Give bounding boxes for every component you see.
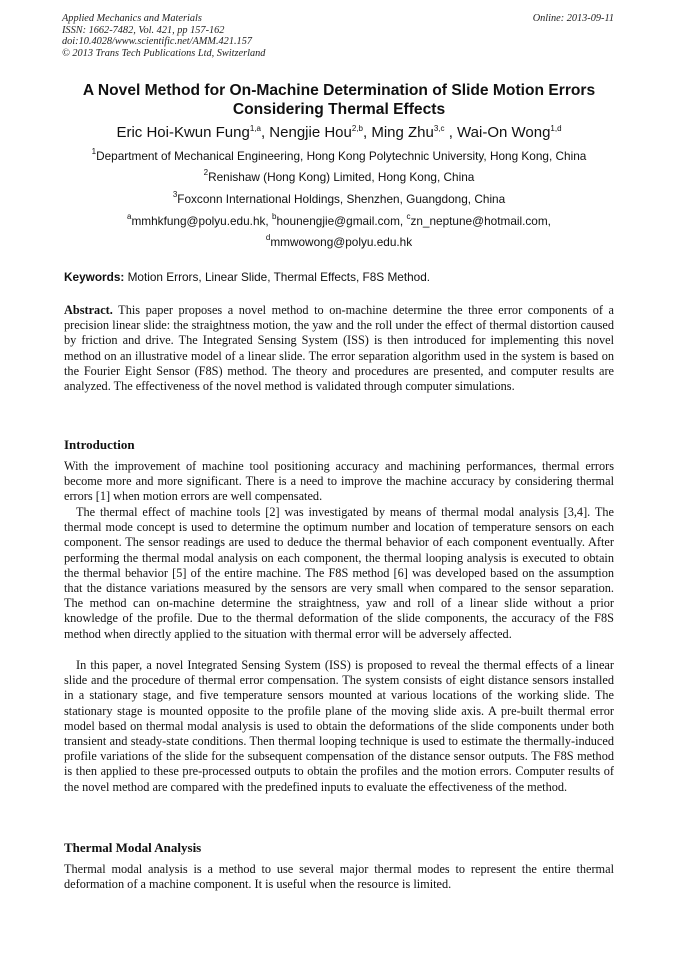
email-list	[30, 214, 648, 228]
journal-name: Applied Mechanics and Materials	[62, 13, 202, 24]
journal-header	[62, 13, 614, 59]
abstract-text: This paper proposes a novel method to on-machine determine the three error components of a precision linear slide: the straightness motion, the yaw and the roll under the effect of thermal distortion caused by friction and drive. The Integrated Sensing System (ISS) is then introduced for implementing this novel method on an illustrative model of a linear slide. The error separation algorithm used in the system is based on the Fourier Eight Sensor (F8S) method. The theory and procedures are presented, and computer results are analyzed. The effectiveness of the novel method is validated through computer simulations.	[64, 303, 614, 394]
paper-title: A Novel Method for On-Machine Determination of Slide Motion Errors Considering Thermal Effects	[82, 82, 596, 118]
email-mark: a	[127, 212, 132, 221]
author-affiliation-mark: 1,a	[249, 124, 261, 133]
author-affiliation-mark: 1,d	[550, 124, 562, 133]
author-name: Ming Zhu	[371, 124, 434, 141]
affiliation-text: Department of Mechanical Engineering, Hong Kong Polytechnic University, Hong Kong, China	[96, 149, 587, 163]
keywords-text: Motion Errors, Linear Slide, Thermal Effects, F8S Method.	[124, 270, 431, 284]
author-separator: ,	[362, 124, 372, 141]
email-address[interactable]: mmhkfung@polyu.edu.hk,	[131, 214, 272, 228]
affiliation-text: Foxconn International Holdings, Shenzhen, Guangdong, China	[177, 192, 506, 206]
keywords	[64, 270, 624, 284]
introduction-paragraph: In this paper, a novel Integrated Sensing System (ISS) is proposed to reveal the thermal effects of a linear slide and the procedure of thermal error compensation. The system consists of eight distance sensors installed in a stationary stage, and five temperature sensors mounted at various locations of the working slide. The stationary stage is mounted opposite to the profile plane of the moving slide axis. A pre-built thermal error model based on thermal modal analysis is used to obtain the deformations of the slide components under both transient and steady-state conditions. Then thermal looping technique is used to estimate the thermally-induced profile variations of the slide for the subsequent compensation of the distance sensor outputs. The F8S method is then applied to these pre-processed outputs to obtain the profiles and the motion errors. Computer results of the novel method are compared with the predefined inputs to evaluate the effectiveness of the method.	[64, 658, 614, 794]
author-name: Nengjie Hou	[269, 124, 352, 141]
author-name: Eric Hoi-Kwun Fung	[116, 124, 250, 141]
email-address[interactable]: hounengjie@gmail.com,	[276, 214, 407, 228]
email-mark: d	[265, 233, 271, 242]
author-affiliation-mark: 2,b	[351, 124, 363, 133]
thermal-modal-paragraph: Thermal modal analysis is a method to use several major thermal modes to represent the entire thermal deformation of a machine component. It is useful when the resource is limited.	[64, 862, 614, 892]
abstract-label: Abstract.	[64, 303, 113, 317]
introduction-paragraph: The thermal effect of machine tools [2] was investigated by means of thermal modal analysis [3,4]. The thermal mode concept is used to determine the optimum number and location of temperature sensors on each component. The sensor readings are used to deduce the thermal behavior of each component eventually. After performing the thermal modal analysis on each component, the thermal looping analysis is executed to obtain the thermal behavior [5] of the entire machine. The F8S method [6] was developed based on the assumption that the distance variations measured by the sensors are very small when compared to the sensor separation. The method can on-machine determine the straightness, yaw and roll of a linear slide without a prior knowledge of the profile. Due to the thermal deformation of the slide components, the accuracy of the F8S method when directly applied to the situation with thermal error will be adversely affected.	[64, 505, 614, 641]
doi-line[interactable]: doi:10.4028/www.scientific.net/AMM.421.157	[62, 36, 252, 47]
affiliation-text: Renishaw (Hong Kong) Limited, Hong Kong, China	[208, 170, 475, 184]
affiliation	[30, 192, 648, 206]
copyright-line: © 2013 Trans Tech Publications Ltd, Switzerland	[62, 47, 266, 59]
introduction-paragraph: With the improvement of machine tool positioning accuracy and machining performances, thermal errors become more and more significant. There is a need to improve the machine accuracy by considering thermal errors [1] when motion errors are well compensated.	[64, 459, 614, 504]
abstract	[64, 303, 614, 394]
online-date: Online: 2013-09-11	[532, 13, 614, 24]
keywords-label: Keywords:	[64, 270, 125, 284]
email-list	[30, 235, 648, 249]
email-address[interactable]: mmwowong@polyu.edu.hk	[270, 235, 413, 249]
author-affiliation-mark: 3,c	[433, 124, 445, 133]
affiliation-mark: 2	[203, 168, 209, 177]
author-list	[30, 124, 648, 142]
affiliation-mark: 3	[172, 190, 178, 199]
email-mark: c	[406, 212, 411, 221]
issn-line: ISSN: 1662-7482, Vol. 421, pp 157-162	[62, 24, 225, 36]
email-address[interactable]: zn_neptune@hotmail.com,	[410, 214, 551, 228]
introduction-heading: Introduction	[64, 437, 135, 452]
author-separator: ,	[260, 124, 270, 141]
affiliation	[30, 170, 648, 184]
author-separator: ,	[444, 124, 458, 141]
email-mark: b	[271, 212, 277, 221]
author-name: Wai-On Wong	[457, 124, 551, 141]
affiliation	[30, 149, 648, 163]
affiliation-mark: 1	[91, 147, 97, 156]
thermal-modal-heading: Thermal Modal Analysis	[64, 840, 202, 855]
